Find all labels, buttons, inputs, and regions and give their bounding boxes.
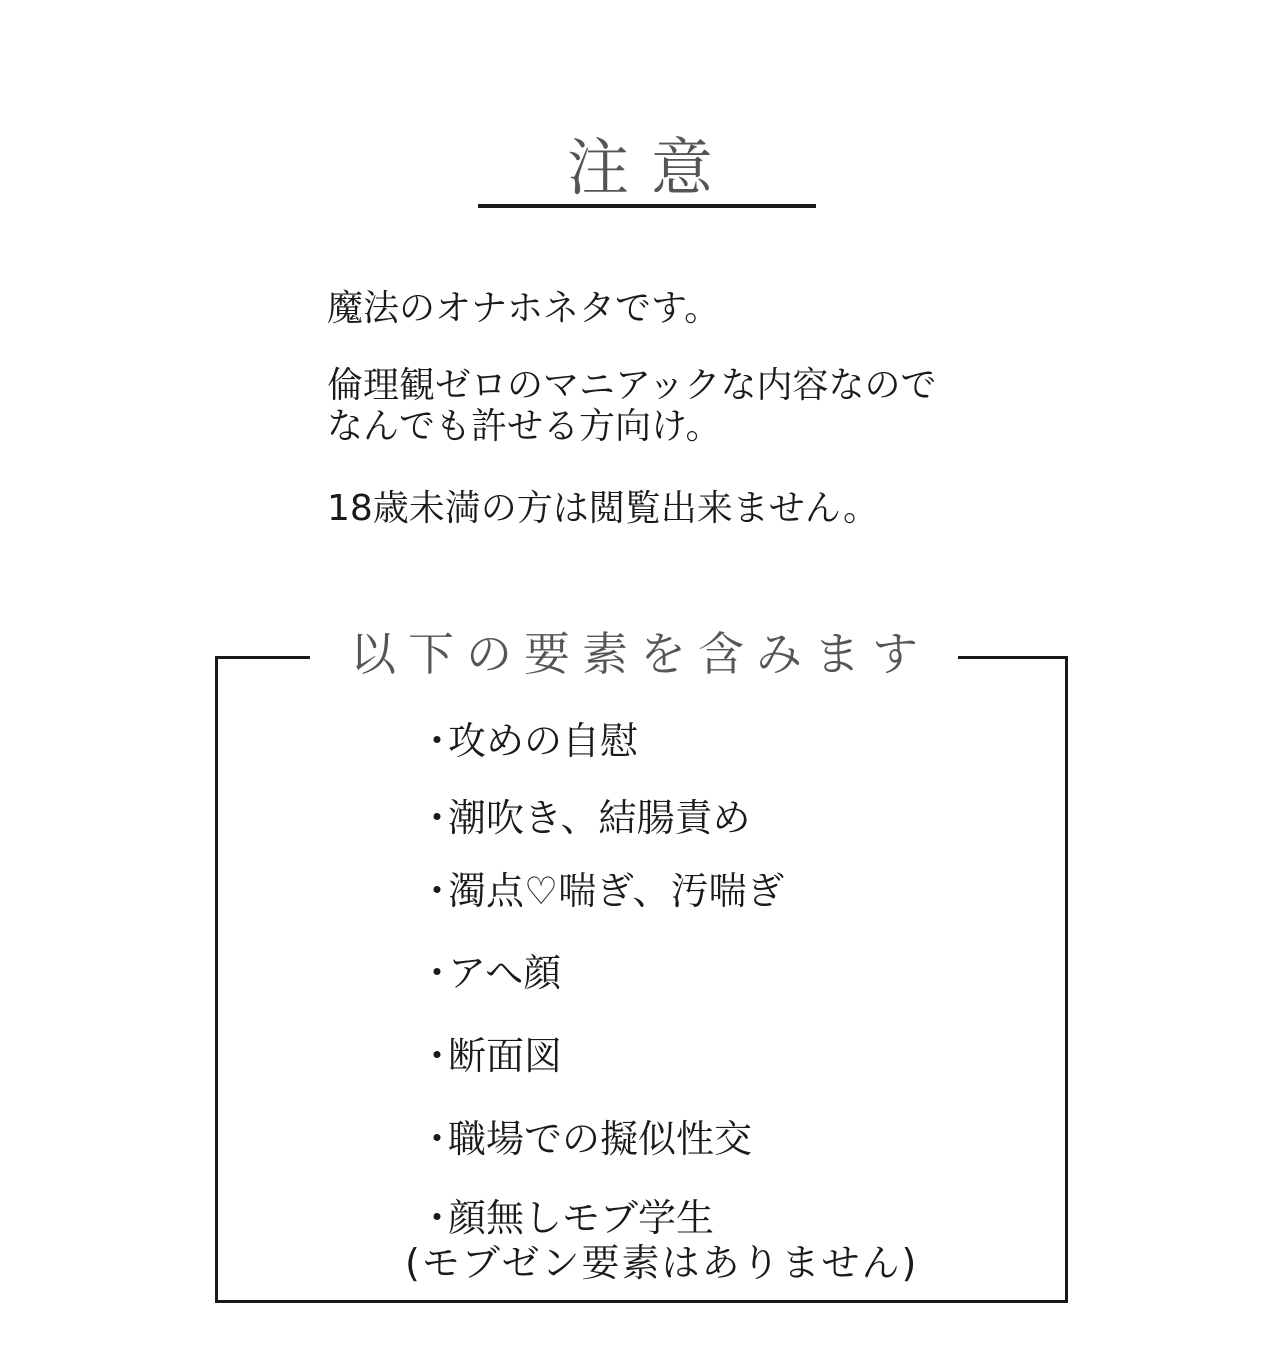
title-underline [478,204,816,208]
list-item [418,942,561,997]
bullet: ・ [418,1034,457,1078]
bullet: ・ [418,951,457,995]
bullet: ・ [418,1196,457,1240]
list-item-label: 潮吹き、結腸責め [448,796,751,840]
list-item-label: アへ顔 [448,951,562,995]
list-item [418,1025,562,1080]
bullet: ・ [418,719,457,763]
list-item [418,710,638,765]
contents-heading: 以下の要素を含みます [310,624,958,684]
notice-line-3: なんでも許せる方向け。 [327,406,722,447]
list-item-label: 職場での擬似性交 [448,1117,753,1161]
list-item-label: 攻めの自慰 [448,719,639,763]
list-item-label: 断面図 [448,1034,563,1078]
bullet: ・ [418,796,457,840]
notice-line-1: 魔法のオナホネタです。 [327,288,721,329]
page-title: 注意 [566,131,735,204]
list-item [418,860,785,915]
bullet: ・ [418,1117,457,1161]
list-item [418,787,750,842]
list-item-label: 濁点♡喘ぎ、汚喘ぎ [448,869,785,913]
list-item [418,1108,752,1163]
notice-line-2: 倫理観ゼロのマニアックな内容なので [327,365,937,406]
notice-line-4: 18歳未満の方は閲覧出来ません。 [327,488,879,529]
list-item-label: 顔無しモブ学生 [448,1196,715,1240]
bullet: ・ [418,869,457,913]
item-note: (モブゼン要素はありません) [405,1241,919,1285]
